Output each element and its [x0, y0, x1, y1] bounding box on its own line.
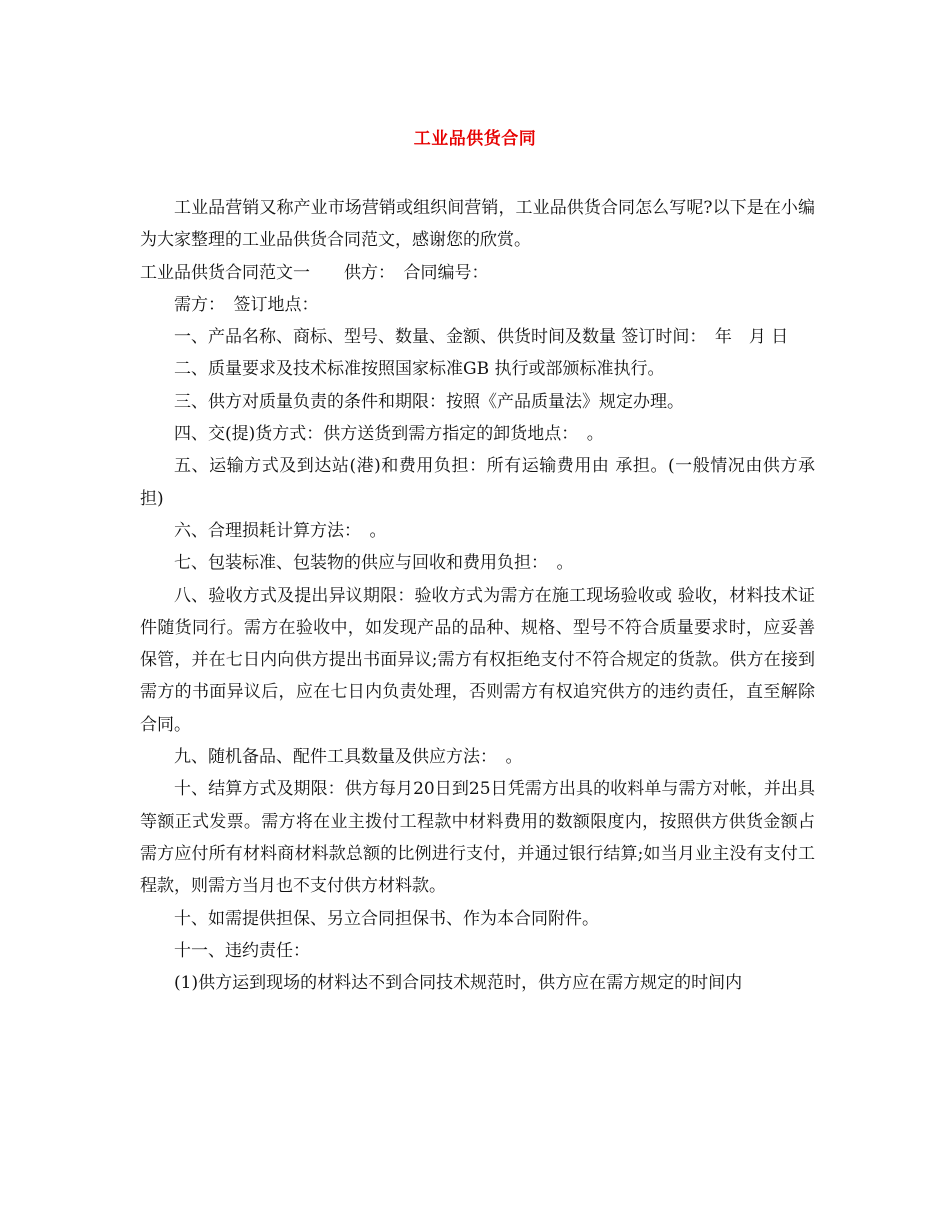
document-body [140, 192, 815, 999]
paragraph: 十、结算方式及期限：供方每月20日到25日凭需方出具的收料单与需方对帐，并出具等额正式发票。需方将在业主拨付工程款中材料费用的数额限度内，按照供方供货金额占需方应付所有材料商材料款总额的比例进行支付，并通过银行结算;如当月业主没有支付工程款，则需方当月也不支付供方材料款。 [140, 779, 815, 897]
document-title: 工业品供货合同 [413, 129, 537, 149]
paragraph: 九、随机备品、配件工具数量及供应方法： 。 [174, 747, 523, 768]
paragraph: 三、供方对质量负责的条件和期限：按照《产品质量法》规定办理。 [174, 391, 684, 412]
paragraph: 二、质量要求及技术标准按照国家标准GB 执行或部颁标准执行。 [174, 359, 665, 380]
paragraph: 十一、违约责任： [174, 940, 310, 961]
paragraph: 六、合理损耗计算方法： 。 [174, 520, 387, 541]
paragraph: 工业品供货合同范文一 供方： 合同编号： [140, 262, 489, 283]
paragraph: 工业品营销又称产业市场营销或组织间营销，工业品供货合同怎么写呢?以下是在小编为大家整理的工业品供货合同范文，感谢您的欣赏。 [140, 198, 815, 251]
paragraph: 需方： 签订地点： [174, 294, 319, 315]
paragraph: 四、交(提)货方式：供方送货到需方指定的卸货地点： 。 [174, 424, 604, 445]
paragraph: 八、验收方式及提出异议期限：验收方式为需方在施工现场验收或 验收，材料技术证件随货同行。需方在验收中，如发现产品的品种、规格、型号不符合质量要求时，应妥善保管，并在七日内向供方提出书面异议;需方有权拒绝支付不符合规定的货款。供方在接到需方的书面异议后，应在七日内负责处理，否则需方有权追究供方的违约责任，直至解除合同。 [140, 585, 815, 735]
paragraph: (1)供方运到现场的材料达不到合同技术规范时，供方应在需方规定的时间内 [174, 973, 743, 994]
paragraph: 五、运输方式及到达站(港)和费用负担：所有运输费用由 承担。(一般情况由供方承担) [140, 456, 815, 509]
paragraph: 七、包装标准、包装物的供应与回收和费用负担： 。 [174, 553, 574, 574]
paragraph: 一、产品名称、商标、型号、数量、金额、供货时间及数量 签订时间： 年 月 日 [174, 327, 789, 348]
paragraph: 十、如需提供担保、另立合同担保书、作为本合同附件。 [174, 908, 599, 929]
